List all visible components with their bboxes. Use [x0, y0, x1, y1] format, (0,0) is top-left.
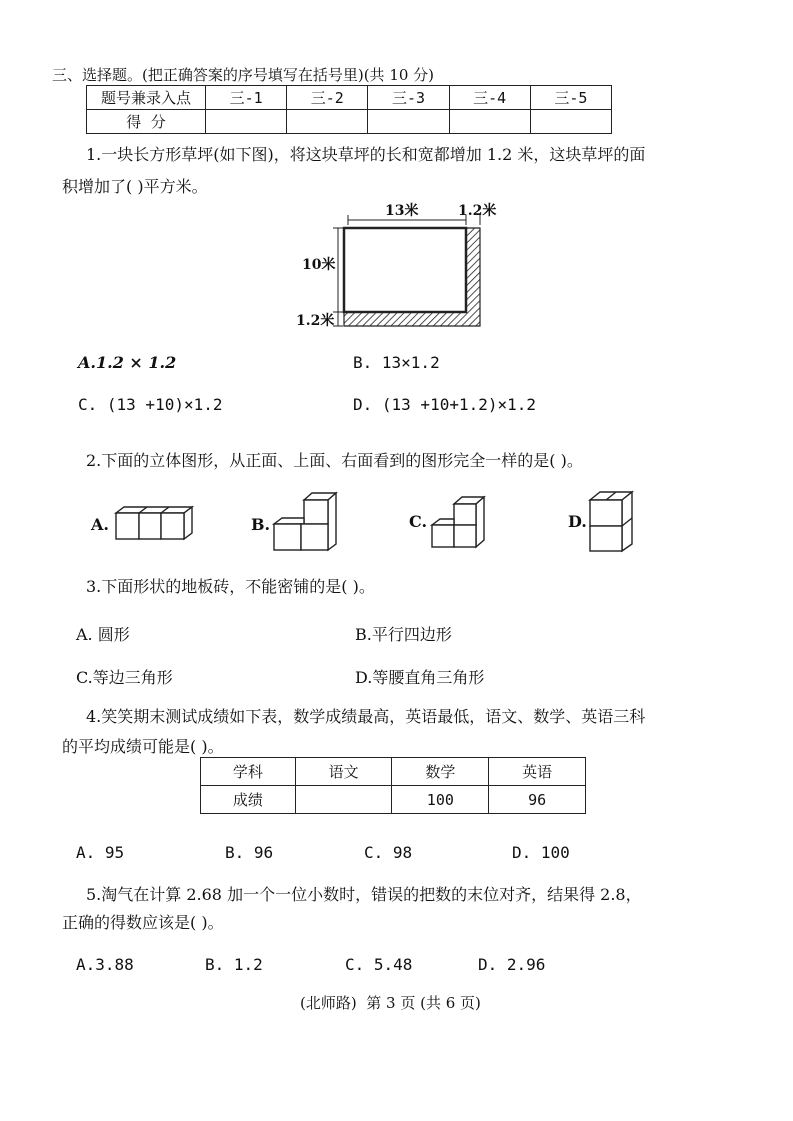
q3-option-b[interactable]: B.平行四边形 [355, 625, 452, 644]
lawn-side-ext-label: 1.2米 [296, 313, 335, 329]
q2-label-d: D. [568, 512, 587, 531]
q4-text-line1: 4.笑笑期末测试成绩如下表，数学成绩最高，英语最低，语文、数学、英语三科 [86, 707, 646, 726]
q5-text-line1: 5.淘气在计算 2.68 加一个一位小数时，错误的把数的末位对齐，结果得 2.8， [86, 885, 642, 904]
q4-option-b[interactable]: B. 96 [225, 843, 274, 862]
q3-option-d[interactable]: D.等腰直角三角形 [355, 668, 485, 687]
q2-text: 2.下面的立体图形，从正面、上面、右面看到的图形完全一样的是( )。 [86, 451, 583, 470]
grades-header: 语文 [295, 758, 392, 786]
q5-option-d[interactable]: D. 2.96 [478, 955, 546, 974]
section-title: 三、选择题。(把正确答案的序号填写在括号里)(共 10 分) [52, 66, 435, 84]
grades-cell: 成绩 [201, 786, 296, 814]
score-table-col: 三-1 [206, 86, 287, 110]
q5-option-a[interactable]: A.3.88 [76, 955, 134, 974]
score-cell[interactable] [368, 110, 449, 134]
score-cell[interactable] [287, 110, 368, 134]
score-cell[interactable] [530, 110, 611, 134]
cubes-figure-b[interactable] [270, 490, 345, 555]
lawn-rect [344, 228, 466, 312]
q1-option-d[interactable]: D. (13 +10+1.2)×1.2 [353, 395, 537, 414]
page-footer: (北师路) 第 3 页 (共 6 页) [300, 994, 481, 1012]
q1-option-a[interactable]: A.1.2 × 1.2 [78, 353, 177, 372]
grades-cell [295, 786, 392, 814]
lawn-side-length-label: 10米 [302, 257, 336, 273]
score-table-row-label: 得 分 [87, 110, 206, 134]
grades-header: 学科 [201, 758, 296, 786]
score-table-header-label: 题号兼录入点 [87, 86, 206, 110]
q2-label-c: C. [409, 512, 428, 531]
score-table [86, 85, 612, 134]
q1-option-b[interactable]: B. 13×1.2 [353, 353, 440, 372]
score-table-col: 三-5 [530, 86, 611, 110]
grades-cell: 100 [392, 786, 489, 814]
q1-option-c[interactable]: C. (13 +10)×1.2 [78, 395, 223, 414]
q1-text-line1: 1.一块长方形草坪(如下图)，将这块草坪的长和宽都增加 1.2 米，这块草坪的面 [86, 145, 646, 164]
score-table-col: 三-2 [287, 86, 368, 110]
q4-option-d[interactable]: D. 100 [512, 843, 570, 862]
score-table-col: 三-3 [368, 86, 449, 110]
grades-cell: 96 [489, 786, 586, 814]
q2-label-a: A. [91, 515, 109, 534]
score-cell[interactable] [449, 110, 530, 134]
lawn-top-ext-label: 1.2米 [458, 203, 497, 219]
cubes-figure-c[interactable] [428, 492, 493, 552]
score-cell[interactable] [206, 110, 287, 134]
q5-text-line2: 正确的得数应该是( )。 [62, 913, 224, 932]
q3-option-c[interactable]: C.等边三角形 [76, 668, 173, 687]
q5-option-c[interactable]: C. 5.48 [345, 955, 413, 974]
q1-text-line2: 积增加了( )平方米。 [62, 177, 208, 196]
q4-option-a[interactable]: A. 95 [76, 843, 125, 862]
q4-text-line2: 的平均成绩可能是( )。 [62, 737, 224, 756]
cubes-figure-a[interactable] [112, 505, 202, 545]
q3-text: 3.下面形状的地板砖，不能密铺的是( )。 [86, 577, 375, 596]
grades-header: 数学 [392, 758, 489, 786]
q4-option-c[interactable]: C. 98 [364, 843, 413, 862]
grades-table [200, 757, 586, 814]
score-table-col: 三-4 [449, 86, 530, 110]
cubes-figure-d[interactable] [586, 488, 641, 553]
q3-option-a[interactable]: A. 圆形 [76, 625, 130, 644]
lawn-top-length-label: 13米 [385, 203, 419, 219]
grades-header: 英语 [489, 758, 586, 786]
q5-option-b[interactable]: B. 1.2 [205, 955, 263, 974]
q2-label-b: B. [251, 515, 271, 534]
